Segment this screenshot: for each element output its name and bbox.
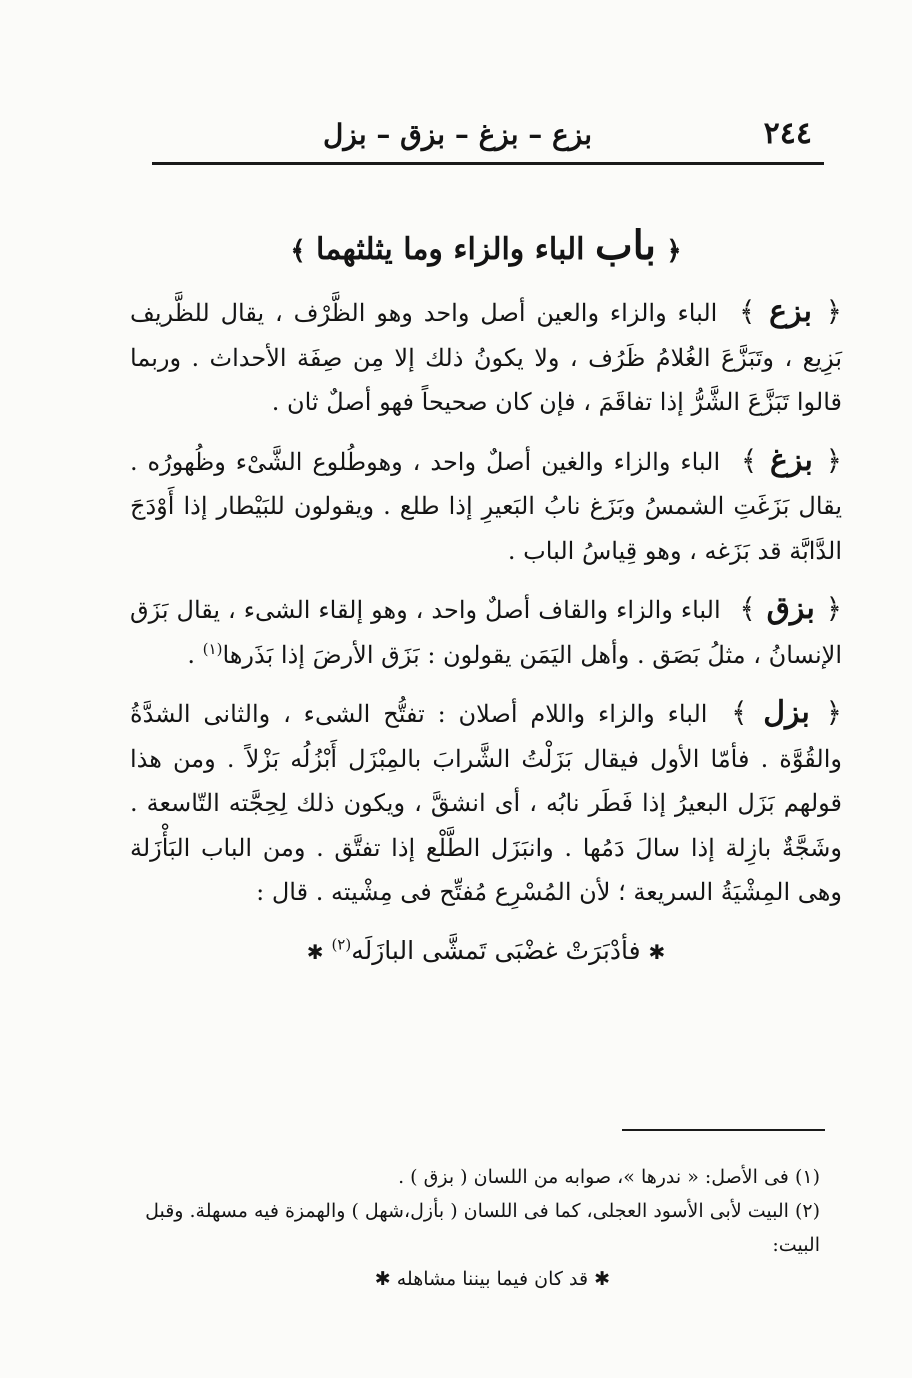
footnote-verse-text: قد كان فيما بيننا مشاهله [396,1268,589,1290]
page-header [152,112,822,162]
footnote-2 [128,1194,820,1262]
footnote-text: البيت لأبى الأسود العجلى، كما فى اللسان ( بأزل،شهل ) والهمزة فيه مسهلة. وقبل البيت: [145,1200,820,1256]
headword-text: بزغ [770,442,813,478]
footnote-text: فى الأصل: « ندرها »، صوابه من اللسان ( بزق ) . [398,1166,789,1188]
headword-text: بزل [763,695,810,730]
chapter-title [150,222,822,269]
footnote-number: (٢) [794,1200,820,1222]
chapter-title-rest: الباء والزاء وما يثلثهما [316,232,585,267]
headword-open-bracket: ﴿ [825,295,843,328]
footnote-number: (١) [794,1166,820,1188]
header-rule [152,162,824,165]
entry-baza-ain [130,290,842,425]
entry-text: الباء والزاء والغين أصلٌ واحد ، وهوطُلوع الشَّىْء وظُهورُه . يقال بَزَغَتِ الشمسُ وبَزَغ نابُ البَعيرِ إذا طلع . ويقولون للبَيْطار إذا أَوْدَجَ الدَّابَّة قد بَزَغه ، وهو قِياسُ الباب . [130,447,842,565]
headword-open-bracket: ﴿ [825,592,842,625]
chapter-bab-word: باب [594,222,656,269]
entry-tail: . [187,640,203,669]
headword [728,443,842,478]
entry-baza-qaf [130,587,842,677]
chapter-open-bracket: ﴿ [666,236,682,266]
headword-open-bracket: ﴿ [825,443,842,477]
headword-close-bracket: ﴾ [739,295,756,328]
footnote-ref-2[interactable]: (٢) [331,935,352,954]
footnote-ref-1[interactable]: (١) [202,639,223,658]
headword-close-bracket: ﴾ [731,696,748,729]
entry-text: الباء والزاء والعين أصل واحد وهو الظَّرْف ، يقال للظَّريف بَزِيع ، وتَبَزَّعَ الغُلامُ ظَرُف ، ولا يكونُ ذلك إلا مِن صِفَة الأحداث . وربما قالوا تَبَزَّعَ الشَّرُّ إذا تفاقَمَ ، فإن كان صحيحاً فهو أصلٌ ثان . [130,299,842,416]
verse-line [130,929,842,975]
headword-text: بزع [769,294,812,329]
footnote-rule [622,1129,825,1131]
footnotes [128,1160,820,1296]
headword [715,695,842,730]
main-text [130,290,842,974]
chapter-close-bracket: ﴾ [290,236,306,266]
entry-text: الباء والزاء والقاف أصلٌ واحد ، وهو إلقاء الشىء ، يقال بَزَق الإنسانُ ، مثلُ بَصَق . وأهل اليَمَن يقولون : بَزَق الأرضَ إذا بَذَرها [130,596,842,669]
verse-star-icon: ✱ [306,939,324,964]
entry-text: الباء والزاء واللام أصلان : تفتُّح الشىء ، والثانى الشدَّةُ والقُوَّة . فأمّا الأول فيقال بَزَلْتُ الشَّرابَ بالمِبْزَل أَبْزُلُه بَزْلاً . ومن هذا قولهم بَزَل البعيرُ إذا فَطَر نابُه ، أى انشقَّ ، ويكون ذلك لِحِجَّته التّاسعة . وشَجَّةٌ بازِلة إذا سالَ دَمُها . وانبَزَل الطَّلْع إذا تفتَّق . ومن الباب البَأْزَلة وهى المِشْيَةُ السريعة ؛ لأن المُسْرِع مُفتِّح فى مِشْيته . قال : [130,700,842,906]
headword [725,294,842,329]
verse-text: فأدْبَرَتْ غضْبَى تَمشَّى البازَلَه [351,935,641,965]
verse-star-icon: ✱ [648,939,666,964]
entry-baza-lam [130,691,842,915]
headword-close-bracket: ﴾ [739,592,756,625]
entry-baza-ghain [130,439,842,574]
footnote-1 [128,1160,820,1194]
footnote-verse-star-icon: ✱ [374,1268,391,1290]
footnote-verse [128,1262,820,1296]
headword-text: بزق [766,591,815,626]
headword-close-bracket: ﴾ [740,443,758,477]
page-number: ٢٤٤ [763,116,812,151]
footnote-verse-star-icon: ✱ [594,1268,610,1290]
running-head: بزع – بزغ – بزق – بزل [323,118,592,151]
headword-open-bracket: ﴿ [825,696,842,729]
headword [729,591,842,626]
